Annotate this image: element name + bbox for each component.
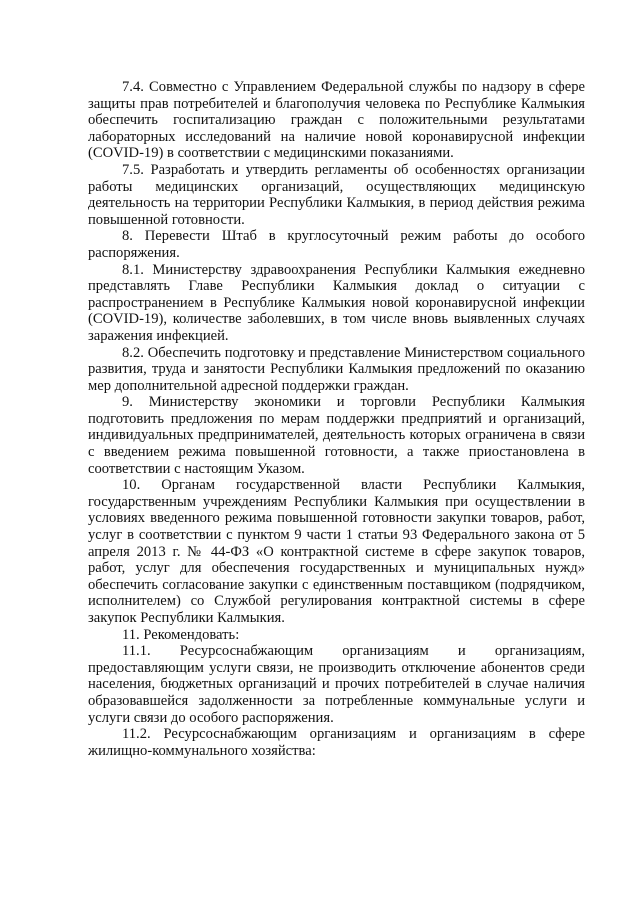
- paragraph-11-1: 11.1. Ресурсоснабжающим организациям и организациям, предоставляющим услуги связи, не производить отключение абонентов среди населения, бюджетных организаций и прочих потребителей в случае наличия образовавшейся задолженности за потребленные коммунальные услуги и услуги связи до особого распоряжения.: [88, 643, 585, 726]
- document-body: [88, 79, 585, 759]
- paragraph-11-2: 11.2. Ресурсоснабжающим организациям и организациям в сфере жилищно-коммунального хозяйства:: [88, 726, 585, 759]
- paragraph-8-1: 8.1. Министерству здравоохранения Республики Калмыкия ежедневно представлять Главе Республики Калмыкия доклад о ситуации с распространением в Республике Калмыкия новой коронавирусной инфекции (COVID-19), количестве заболевших, в том числе вновь выявленных случаях заражения инфекцией.: [88, 261, 585, 344]
- paragraph-8-2: 8.2. Обеспечить подготовку и представление Министерством социального развития, труда и занятости Республики Калмыкия предложений по оказанию мер дополнительной адресной поддержки граждан.: [88, 344, 585, 394]
- paragraph-7-5: 7.5. Разработать и утвердить регламенты об особенностях организации работы медицинских организаций, осуществляющих медицинскую деятельность на территории Республики Калмыкия, в период действия режима повышенной готовности.: [88, 161, 585, 228]
- paragraph-8: 8. Перевести Штаб в круглосуточный режим работы до особого распоряжения.: [88, 228, 585, 261]
- paragraph-11: 11. Рекомендовать:: [122, 626, 240, 643]
- paragraph-9: 9. Министерству экономики и торговли Республики Калмыкия подготовить предложения по мерам поддержки предприятий и организаций, индивидуальных предпринимателей, деятельность которых ограничена в связи с введением режима повышенной готовности, а также приостановлена в соответствии с настоящим Указом.: [88, 394, 585, 477]
- paragraph-7-4: 7.4. Совместно с Управлением Федеральной службы по надзору в сфере защиты прав потребителей и благополучия человека по Республике Калмыкия обеспечить госпитализацию граждан с положительными результатами лабораторных исследований на наличие новой коронавирусной инфекции (COVID-19) в соответствии с медицинскими показаниями.: [88, 79, 585, 162]
- paragraph-10: 10. Органам государственной власти Республики Калмыкия, государственным учреждениям Республики Калмыкия при осуществлении в условиях введенного режима повышенной готовности закупки товаров, работ, услуг в соответствии с пунктом 9 части 1 статьи 93 Федерального закона от 5 апреля 2013 г. № 44-ФЗ «О контрактной системе в сфере закупок товаров, работ, услуг для обеспечения государственных и муниципальных нужд» обеспечить согласование закупки с единственным поставщиком (подрядчиком, исполнителем) со Службой регулирования контрактной системы в сфере закупок Республики Калмыкия.: [88, 477, 585, 626]
